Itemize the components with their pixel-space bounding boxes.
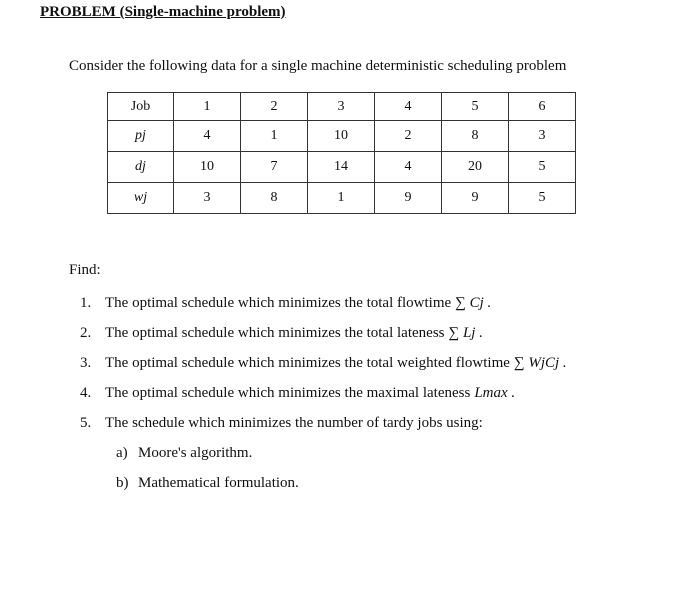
row-header: pj [108,121,174,152]
table-row [108,183,576,214]
table-cell: 2 [241,93,308,121]
row-header: dj [108,152,174,183]
table-cell: 4 [375,152,442,183]
task-item [80,288,567,318]
task-text: The optimal schedule which minimizes the maximal lateness [105,385,471,401]
task-formula: ∑ Lj . [448,325,483,341]
table-cell: 5 [509,152,576,183]
table-cell: 10 [308,121,375,152]
table-cell: 7 [241,152,308,183]
table-cell: 8 [241,183,308,214]
table-cell: 3 [174,183,241,214]
task-formula: ∑ WjCj . [513,355,567,371]
table-row [108,121,576,152]
table-cell: 3 [509,121,576,152]
find-label: Find: [69,262,101,278]
data-table [107,92,576,214]
table-cell: 3 [308,93,375,121]
table-cell: 9 [442,183,509,214]
table-cell: 9 [375,183,442,214]
table-cell: 14 [308,152,375,183]
task-number: 1. [80,295,92,311]
subtask-label: a) [116,445,128,461]
table-cell: 6 [509,93,576,121]
table-cell: 5 [442,93,509,121]
table-cell: 1 [308,183,375,214]
table-cell: 10 [174,152,241,183]
subtask-item [116,468,567,498]
table-cell: 4 [375,93,442,121]
subtask-item [116,438,567,468]
task-item [80,318,567,348]
table-cell: 2 [375,121,442,152]
table-row [108,93,576,121]
row-header: wj [108,183,174,214]
intro-text: Consider the following data for a single machine deterministic scheduling problem [69,58,567,74]
task-number: 2. [80,325,92,341]
task-item [80,348,567,378]
page-title: PROBLEM (Single-machine problem) [40,4,286,20]
table-cell: 1 [174,93,241,121]
table-cell: 4 [174,121,241,152]
task-formula: Lmax . [474,385,516,401]
task-text: The optimal schedule which minimizes the total weighted flowtime [105,355,510,371]
task-text: The optimal schedule which minimizes the total lateness [105,325,445,341]
task-number: 5. [80,415,92,431]
task-formula: ∑ Cj . [455,295,492,311]
task-number: 3. [80,355,92,371]
task-text: The schedule which minimizes the number of tardy jobs using: [105,415,483,431]
task-number: 4. [80,385,92,401]
table-cell: 8 [442,121,509,152]
task-item [80,378,567,408]
table-cell: 5 [509,183,576,214]
table-cell: 1 [241,121,308,152]
subtask-text: Moore's algorithm. [138,445,253,461]
subtask-text: Mathematical formulation. [138,475,299,491]
row-header: Job [108,93,174,121]
task-item [80,408,567,438]
task-text: The optimal schedule which minimizes the total flowtime [105,295,452,311]
subtask-label: b) [116,475,129,491]
task-list [80,288,567,498]
table-cell: 20 [442,152,509,183]
table-row [108,152,576,183]
